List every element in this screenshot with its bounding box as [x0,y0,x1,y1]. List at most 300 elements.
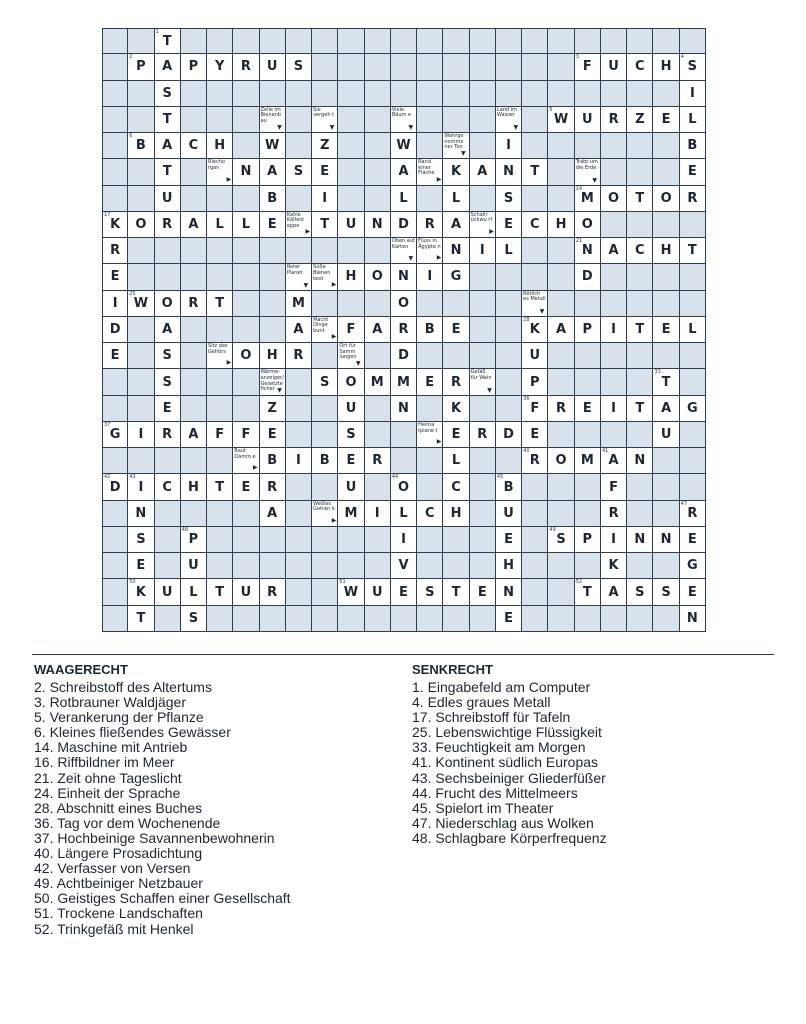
letter-cell[interactable] [181,212,207,238]
letter-cell[interactable] [260,186,286,212]
empty-cell [548,474,574,500]
letter-cell[interactable] [338,422,364,448]
letter-cell[interactable] [601,448,627,474]
letter-cell[interactable] [680,527,706,553]
cell-letter: A [608,453,619,469]
cell-letter: W [265,138,280,154]
cell-number: 28 [523,316,530,323]
cell-letter: E [241,479,251,495]
letter-cell[interactable] [627,238,653,264]
letter-cell[interactable] [128,54,154,80]
letter-cell[interactable] [391,317,417,343]
letter-cell[interactable] [548,448,574,474]
letter-cell[interactable] [548,317,574,343]
letter-cell[interactable] [680,396,706,422]
empty-cell [601,81,627,107]
empty-cell [286,107,312,133]
letter-cell[interactable] [443,396,469,422]
letter-cell[interactable] [102,264,128,290]
arrow-right-icon: ▶ [252,464,258,472]
letter-cell[interactable] [391,291,417,317]
empty-cell [627,422,653,448]
letter-cell[interactable] [233,422,259,448]
letter-cell[interactable] [260,579,286,605]
letter-cell[interactable] [155,291,181,317]
cell-letter: N [503,584,514,600]
letter-cell[interactable] [443,369,469,395]
clue-cell [207,343,233,369]
letter-cell[interactable] [575,212,601,238]
empty-cell [260,553,286,579]
letter-cell[interactable] [653,54,679,80]
letter-cell[interactable] [680,317,706,343]
letter-cell[interactable] [443,264,469,290]
letter-cell[interactable] [627,396,653,422]
letter-cell[interactable] [443,238,469,264]
letter-cell[interactable] [312,159,338,185]
letter-cell[interactable] [128,212,154,238]
letter-cell[interactable] [286,317,312,343]
empty-cell [470,107,496,133]
letter-cell[interactable] [391,579,417,605]
letter-cell[interactable] [417,501,443,527]
letter-cell[interactable] [653,317,679,343]
letter-cell[interactable] [155,474,181,500]
letter-cell[interactable] [522,422,548,448]
letter-cell[interactable] [391,369,417,395]
letter-cell[interactable] [233,474,259,500]
empty-cell [233,396,259,422]
cell-letter: D [109,479,121,495]
letter-cell[interactable] [128,527,154,553]
letter-cell[interactable] [260,54,286,80]
letter-cell[interactable] [181,133,207,159]
empty-cell [128,238,154,264]
empty-cell [627,264,653,290]
letter-cell[interactable] [522,159,548,185]
letter-cell[interactable] [102,291,128,317]
letter-cell[interactable] [102,212,128,238]
cell-number: 21 [575,238,583,245]
letter-cell[interactable] [417,212,443,238]
letter-cell[interactable] [627,579,653,605]
empty-cell [391,54,417,80]
empty-cell [102,527,128,553]
cell-letter: U [161,584,173,600]
cell-letter: W [133,295,149,311]
clue-item: 49. Achtbeiniger Netzbauer [34,875,203,892]
cell-letter: R [529,453,540,469]
letter-cell[interactable] [601,317,627,343]
letter-cell[interactable] [575,54,601,80]
empty-cell [443,54,469,80]
empty-cell [365,238,391,264]
letter-cell[interactable] [601,107,627,133]
letter-cell[interactable] [680,501,706,527]
letter-cell[interactable] [417,369,443,395]
letter-cell[interactable] [312,212,338,238]
cell-number: 36 [523,395,530,402]
letter-cell[interactable] [181,54,207,80]
letter-cell[interactable] [128,133,154,159]
letter-cell[interactable] [548,107,574,133]
cell-number: 44 [391,474,399,481]
letter-cell[interactable] [548,396,574,422]
clue-cell [470,212,496,238]
letter-cell[interactable] [627,448,653,474]
letter-cell[interactable] [443,474,469,500]
cell-letter: A [661,400,672,416]
letter-cell[interactable] [260,474,286,500]
letter-cell[interactable] [680,553,706,579]
letter-cell[interactable] [575,186,601,212]
letter-cell[interactable] [338,264,364,290]
letter-cell[interactable] [575,317,601,343]
cell-letter: A [477,164,488,180]
empty-cell [312,291,338,317]
letter-cell[interactable] [338,448,364,474]
letter-cell[interactable] [627,54,653,80]
letter-cell[interactable] [312,369,338,395]
empty-cell [470,343,496,369]
letter-cell[interactable] [417,264,443,290]
letter-cell[interactable] [680,186,706,212]
empty-cell [233,369,259,395]
letter-cell[interactable] [443,186,469,212]
empty-cell [102,553,128,579]
letter-cell[interactable] [522,448,548,474]
letter-cell[interactable] [443,448,469,474]
letter-cell[interactable] [312,186,338,212]
letter-cell[interactable] [260,422,286,448]
letter-cell[interactable] [365,579,391,605]
letter-cell[interactable] [470,238,496,264]
letter-cell[interactable] [155,81,181,107]
empty-cell [522,606,548,632]
letter-cell[interactable] [181,553,207,579]
letter-cell[interactable] [365,448,391,474]
letter-cell[interactable] [496,212,522,238]
letter-cell[interactable] [128,474,154,500]
letter-cell[interactable] [470,159,496,185]
letter-cell[interactable] [155,159,181,185]
letter-cell[interactable] [627,107,653,133]
empty-cell [548,369,574,395]
letter-cell[interactable] [338,369,364,395]
letter-cell[interactable] [286,54,312,80]
letter-cell[interactable] [128,291,154,317]
letter-cell[interactable] [653,527,679,553]
letter-cell[interactable] [627,317,653,343]
letter-cell[interactable] [496,186,522,212]
clue-text: Schallr ückwu rf [470,211,493,224]
letter-cell[interactable] [601,474,627,500]
empty-cell [653,159,679,185]
letter-cell[interactable] [233,54,259,80]
letter-cell[interactable] [653,238,679,264]
letter-cell[interactable] [653,396,679,422]
letter-cell[interactable] [575,107,601,133]
letter-cell[interactable] [181,579,207,605]
letter-cell[interactable] [391,474,417,500]
letter-cell[interactable] [496,159,522,185]
cell-letter: S [162,374,172,390]
letter-cell[interactable] [548,212,574,238]
letter-cell[interactable] [575,527,601,553]
letter-cell[interactable] [181,291,207,317]
empty-cell [155,501,181,527]
empty-cell [181,81,207,107]
empty-cell [601,212,627,238]
letter-cell[interactable] [601,579,627,605]
letter-cell[interactable] [365,264,391,290]
empty-cell [470,81,496,107]
letter-cell[interactable] [260,212,286,238]
letter-cell[interactable] [207,291,233,317]
empty-cell [680,28,706,54]
letter-cell[interactable] [680,579,706,605]
empty-cell [548,28,574,54]
letter-cell[interactable] [365,369,391,395]
letter-cell[interactable] [680,107,706,133]
letter-cell[interactable] [260,343,286,369]
letter-cell[interactable] [391,396,417,422]
cell-letter: F [530,400,540,416]
letter-cell[interactable] [207,212,233,238]
letter-cell[interactable] [155,54,181,80]
letter-cell[interactable] [233,212,259,238]
empty-cell [233,553,259,579]
letter-cell[interactable] [233,343,259,369]
letter-cell[interactable] [575,579,601,605]
letter-cell[interactable] [181,606,207,632]
letter-cell[interactable] [496,606,522,632]
letter-cell[interactable] [391,133,417,159]
across-clue-list [34,680,291,937]
letter-cell[interactable] [680,81,706,107]
letter-cell[interactable] [207,422,233,448]
letter-cell[interactable] [260,501,286,527]
letter-cell[interactable] [575,264,601,290]
cell-letter: M [580,453,594,469]
letter-cell[interactable] [128,501,154,527]
cell-letter: T [582,584,592,600]
letter-cell[interactable] [443,317,469,343]
letter-cell[interactable] [575,238,601,264]
letter-cell[interactable] [286,159,312,185]
letter-cell[interactable] [338,579,364,605]
letter-cell[interactable] [128,553,154,579]
letter-cell[interactable] [601,54,627,80]
letter-cell[interactable] [207,54,233,80]
letter-cell[interactable] [417,579,443,605]
letter-cell[interactable] [365,317,391,343]
letter-cell[interactable] [601,238,627,264]
letter-cell[interactable] [128,422,154,448]
cell-letter: H [214,138,226,154]
letter-cell[interactable] [391,343,417,369]
letter-cell[interactable] [522,317,548,343]
letter-cell[interactable] [627,527,653,553]
letter-cell[interactable] [496,527,522,553]
letter-cell[interactable] [522,343,548,369]
letter-cell[interactable] [496,553,522,579]
letter-cell[interactable] [601,501,627,527]
letter-cell[interactable] [155,28,181,54]
empty-cell [522,107,548,133]
empty-cell [496,343,522,369]
letter-cell[interactable] [338,317,364,343]
letter-cell[interactable] [575,396,601,422]
letter-cell[interactable] [128,606,154,632]
letter-cell[interactable] [680,159,706,185]
letter-cell[interactable] [522,369,548,395]
letter-cell[interactable] [102,317,128,343]
letter-cell[interactable] [155,422,181,448]
empty-cell [417,474,443,500]
cell-letter: H [660,243,672,259]
letter-cell[interactable] [627,186,653,212]
empty-cell [575,133,601,159]
cell-letter: G [687,400,698,416]
letter-cell[interactable] [181,474,207,500]
letter-cell[interactable] [443,159,469,185]
letter-cell[interactable] [575,448,601,474]
letter-cell[interactable] [496,422,522,448]
clue-text: Baut Dämm e [234,448,256,460]
letter-cell[interactable] [548,527,574,553]
cell-letter: N [240,164,252,180]
letter-cell[interactable] [286,448,312,474]
clue-text: Macht Dinge bunt [313,316,329,335]
letter-cell[interactable] [155,186,181,212]
letter-cell[interactable] [102,474,128,500]
letter-cell[interactable] [391,553,417,579]
empty-cell [601,264,627,290]
letter-cell[interactable] [338,501,364,527]
letter-cell[interactable] [653,579,679,605]
letter-cell[interactable] [338,396,364,422]
empty-cell [680,474,706,500]
letter-cell[interactable] [443,212,469,238]
letter-cell[interactable] [155,212,181,238]
letter-cell[interactable] [312,133,338,159]
letter-cell[interactable] [391,186,417,212]
letter-cell[interactable] [653,186,679,212]
cell-letter: A [267,164,278,180]
empty-cell [443,343,469,369]
across-heading: WAAGERECHT [34,662,128,677]
empty-cell [470,28,496,54]
empty-cell [181,28,207,54]
letter-cell[interactable] [601,527,627,553]
letter-cell[interactable] [391,264,417,290]
letter-cell[interactable] [496,133,522,159]
letter-cell[interactable] [260,133,286,159]
letter-cell[interactable] [155,369,181,395]
letter-cell[interactable] [680,54,706,80]
letter-cell[interactable] [207,133,233,159]
letter-cell[interactable] [102,238,128,264]
letter-cell[interactable] [470,422,496,448]
letter-cell[interactable] [522,396,548,422]
letter-cell[interactable] [181,422,207,448]
letter-cell[interactable] [338,474,364,500]
letter-cell[interactable] [653,369,679,395]
letter-cell[interactable] [680,133,706,159]
letter-cell[interactable] [601,186,627,212]
letter-cell[interactable] [338,212,364,238]
letter-cell[interactable] [391,527,417,553]
cell-letter: T [162,164,172,180]
letter-cell[interactable] [155,343,181,369]
empty-cell [365,28,391,54]
letter-cell[interactable] [155,396,181,422]
letter-cell[interactable] [365,212,391,238]
letter-cell[interactable] [680,606,706,632]
cell-letter: E [661,111,671,127]
letter-cell[interactable] [601,396,627,422]
letter-cell[interactable] [470,579,496,605]
letter-cell[interactable] [207,579,233,605]
letter-cell[interactable] [312,448,338,474]
letter-cell[interactable] [443,422,469,448]
empty-cell [601,343,627,369]
letter-cell[interactable] [286,291,312,317]
letter-cell[interactable] [260,448,286,474]
letter-cell[interactable] [260,396,286,422]
letter-cell[interactable] [522,212,548,238]
letter-cell[interactable] [496,238,522,264]
letter-cell[interactable] [601,553,627,579]
letter-cell[interactable] [155,579,181,605]
cell-number: 49 [549,526,556,533]
letter-cell[interactable] [102,343,128,369]
cell-letter: U [345,400,357,416]
letter-cell[interactable] [496,501,522,527]
letter-cell[interactable] [443,501,469,527]
letter-cell[interactable] [653,107,679,133]
clue-text: Rötlich es Metall [523,290,546,303]
letter-cell[interactable] [391,212,417,238]
letter-cell[interactable] [443,579,469,605]
empty-cell [181,186,207,212]
letter-cell[interactable] [365,501,391,527]
letter-cell[interactable] [680,238,706,264]
letter-cell[interactable] [102,422,128,448]
letter-cell[interactable] [496,579,522,605]
empty-cell [548,343,574,369]
letter-cell[interactable] [417,317,443,343]
letter-cell[interactable] [233,579,259,605]
letter-cell[interactable] [286,343,312,369]
letter-cell[interactable] [155,317,181,343]
letter-cell[interactable] [391,159,417,185]
letter-cell[interactable] [260,159,286,185]
cell-letter: A [162,138,173,154]
letter-cell[interactable] [128,579,154,605]
letter-cell[interactable] [653,422,679,448]
letter-cell[interactable] [391,501,417,527]
letter-cell[interactable] [181,527,207,553]
letter-cell[interactable] [496,474,522,500]
empty-cell [653,81,679,107]
letter-cell[interactable] [233,159,259,185]
cell-letter: E [477,584,487,600]
letter-cell[interactable] [155,133,181,159]
letter-cell[interactable] [207,474,233,500]
letter-cell[interactable] [155,107,181,133]
